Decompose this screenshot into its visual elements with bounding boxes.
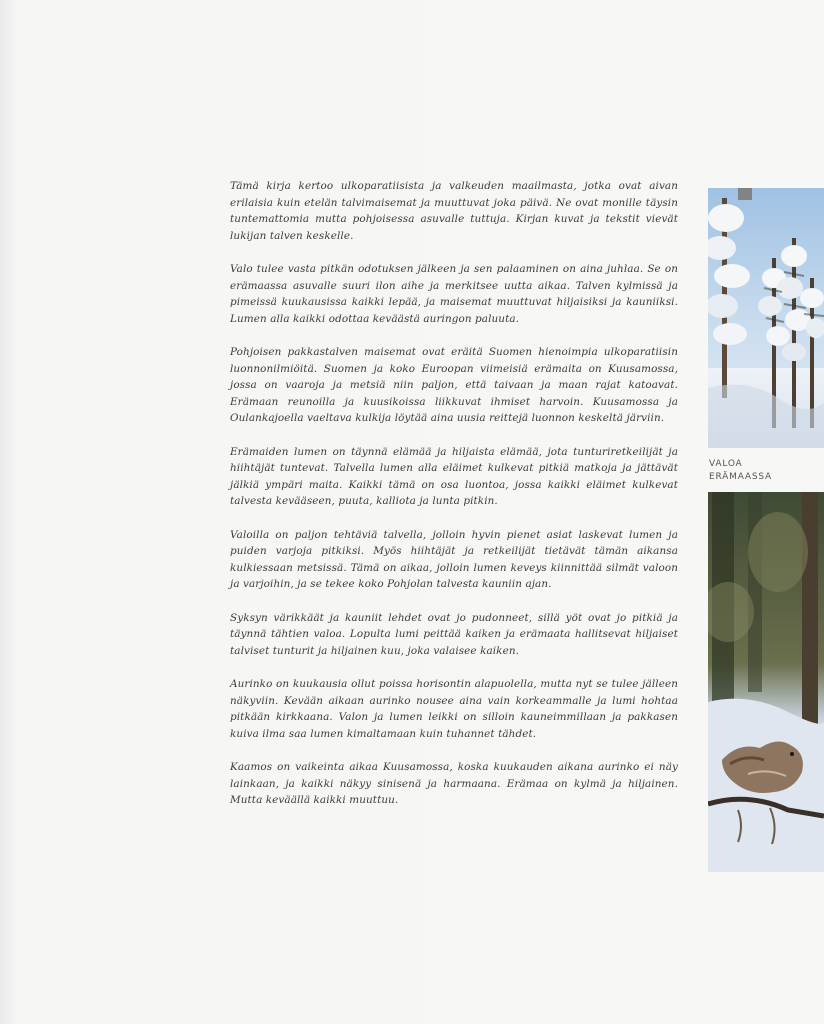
photo-caption-line-2: ERÄMAASSA: [709, 472, 773, 482]
body-paragraph-4: Erämaiden lumen on täynnä elämää ja hiljaista elämää, jota tunturiretkeilijät ja hiihtäjät tuntevat. Talvella lumen alla eläimet kulkevat pitkiä matkoja ja jättävät jälkiä ympäri maita. Kaikki tämä on osa luontoa, jossa kaikki eläimet kulkevat talvesta kevääseen, puuta, kalliota ja lunta pitkin.: [230, 445, 678, 507]
body-paragraph-2: Valo tulee vasta pitkän odotuksen jälkeen ja sen palaaminen on aina juhlaa. Se on erämaassa asuvalle suuri ilon aihe ja merkitsee uutta aikaa. Talven kylmissä ja pimeissä kuukausissa kaikki lepää, ja maisemat muuttuvat hiljaisiksi ja kauniiksi. Lumen alla kaikki odottaa keväästä auringon paluuta.: [230, 263, 678, 325]
photo-caption-line-1: VALOA: [709, 459, 743, 469]
body-paragraph-5: Valoilla on paljon tehtäviä talvella, jolloin hyvin pienet asiat laskevat lumen ja puiden varjoja pitkiksi. Myös hiihtäjät ja retkeilijät tietävät tämän aikansa kulkiessaan metsissä. Tämä on aikaa, jolloin lumen keveys kiinnittää silmät valoon ja varjoihin, ja se tekee koko Pohjolan talvesta kauniin ajan.: [230, 528, 678, 590]
winter-bird-photo: [708, 492, 824, 872]
body-paragraph-8: Kaamos on vaikeinta aikaa Kuusamossa, koska kuukauden aikana aurinko ei näy lainkaan, ja kaikki näkyy sinisenä ja harmaana. Erämaa on kylmä ja hiljainen. Mutta keväällä kaikki muuttuu.: [230, 761, 678, 806]
body-paragraph-6: Syksyn värikkäät ja kauniit lehdet ovat jo pudonneet, sillä yöt ovat jo pitkiä ja täynnä tähtien valoa. Lopulta lumi peittää kaiken ja erämaata hallitsevat hiljaiset talviset tunturit ja hiljainen kuu, joka valaisee kaiken.: [230, 611, 678, 657]
snowy-forest-photo: [708, 188, 824, 448]
photo-caption: [709, 458, 824, 484]
body-text-column: [230, 178, 678, 826]
body-paragraph-3: Pohjoisen pakkastalven maisemat ovat eräitä Suomen hienoimpia ulkoparatiisin luonnonilmiöitä. Suomen ja koko Euroopan viimeisiä erämaita on Kuusamossa, jossa on vaaroja ja metsiä niin paljon, että taivaan ja maan rajat katoavat. Erämaan reunoilla ja kuusikoissa liikkuvat ihmiset harvoin. Kuusamossa ja Oulankajoella vaeltava kulkija löytää aina uusia reittejä luonnon keskeltä järviin.: [230, 346, 678, 424]
body-paragraph-7: Aurinko on kuukausia ollut poissa horisontin alapuolella, mutta nyt se tulee jälleen näkyviin. Kevään aikaan aurinko nousee aina vain korkeammalle ja lumi hohtaa pitkään kirkkaana. Valon ja lumen leikki on silloin kauneimmillaan ja pakkasen kuiva ilma saa lumen kimaltamaan kuin tuhannet tähdet.: [230, 678, 678, 740]
body-paragraph-1: Tämä kirja kertoo ulkoparatiisista ja valkeuden maailmasta, jotka ovat aivan erilaisia kuin etelän talvimaisemat ja muuttuvat joka päivä. Ne ovat monille täysin tuntemattomia mutta pohjoisessa asuvalle tuttuja. Kirjan kuvat ja tekstit vievät lukijan talven keskelle.: [230, 180, 678, 242]
